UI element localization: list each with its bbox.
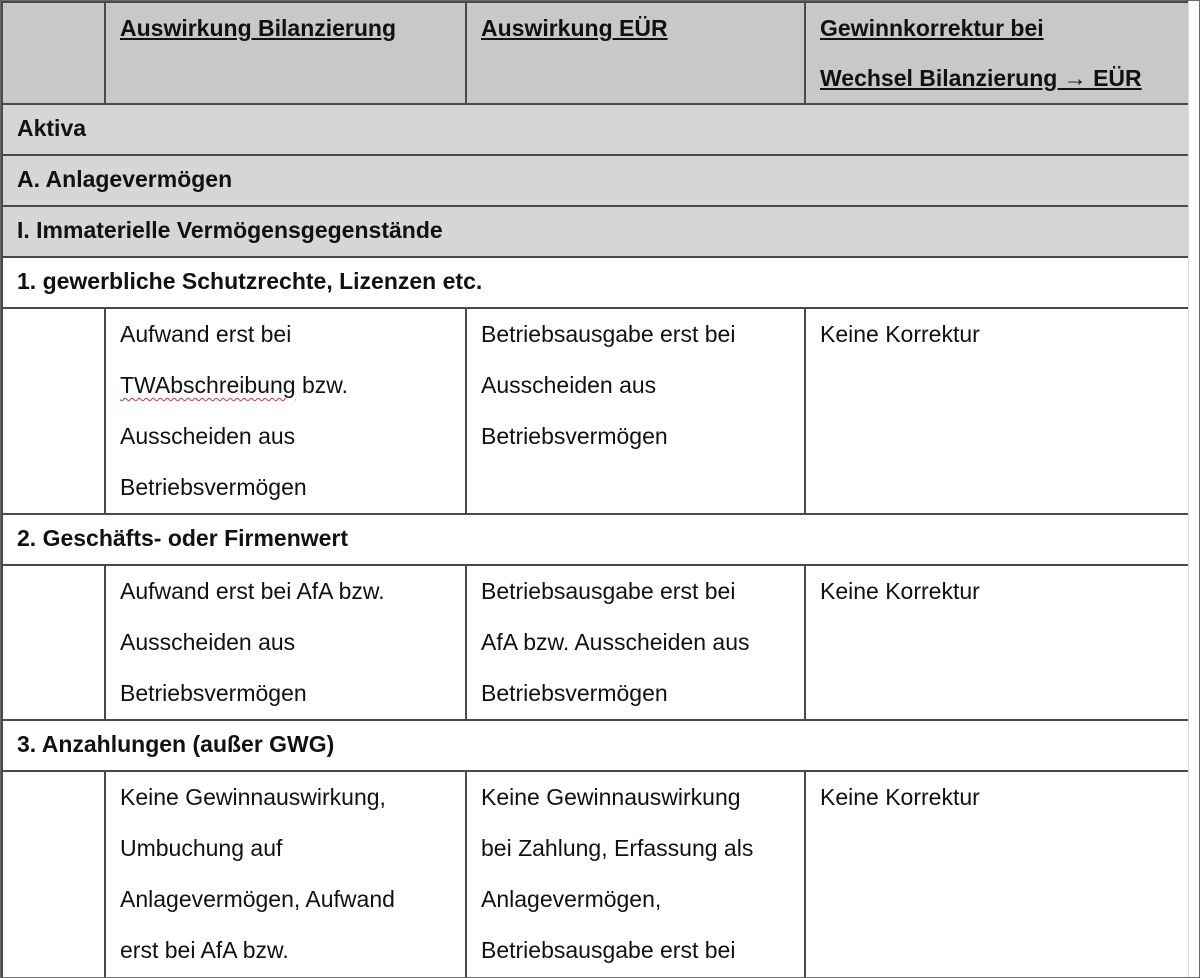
header-gewinnkorrektur-line2: Wechsel Bilanzierung → EÜR [820, 65, 1142, 91]
text-line: bei Zahlung, Erfassung als [481, 835, 754, 861]
section-row-anlagevermoegen [2, 155, 1190, 206]
header-empty-cell [2, 2, 105, 104]
section-aktiva: Aktiva [2, 104, 1190, 155]
header-auswirkung-bilanzierung: Auswirkung Bilanzierung [105, 2, 466, 104]
text-line: Betriebsausgabe erst bei [481, 321, 736, 347]
header-auswirkung-eur: Auswirkung EÜR [466, 2, 805, 104]
text-line [120, 360, 451, 411]
cell-korrektur: Keine Korrektur [805, 308, 1190, 514]
cell-bilanzierung [105, 771, 466, 978]
text-line: Ausscheiden aus [481, 372, 657, 398]
text-line: Ausscheiden aus [120, 629, 296, 655]
cell-eur [466, 771, 805, 978]
text-line: Betriebsvermögen [481, 423, 668, 449]
row-empty-cell [2, 565, 105, 720]
text-line: Aufwand erst bei [120, 321, 292, 347]
section-row-aktiva [2, 104, 1190, 155]
section-row-immaterielle [2, 206, 1190, 257]
item-title-firmenwert: 2. Geschäfts- oder Firmenwert [2, 514, 1190, 565]
text-line: Betriebsvermögen [481, 680, 668, 706]
text-line: Betriebsausgabe erst bei [481, 937, 736, 963]
cell-bilanzierung [105, 308, 466, 514]
header-gewinnkorrektur-line1: Gewinnkorrektur bei [820, 15, 1044, 41]
text-line: Betriebsvermögen [120, 680, 307, 706]
table-row [2, 771, 1190, 978]
text-line: AfA bzw. Ausscheiden aus [481, 629, 750, 655]
header-gewinnkorrektur [805, 2, 1190, 104]
item-title-schutzrechte: 1. gewerbliche Schutzrechte, Lizenzen etc. [2, 257, 1190, 308]
text-line: Betriebsausgabe erst bei [481, 578, 736, 604]
item-title-row [2, 514, 1190, 565]
comparison-table [1, 1, 1191, 978]
text-line: Anlagevermögen, [481, 886, 662, 912]
text-line: Anlagevermögen, Aufwand [120, 886, 395, 912]
row-empty-cell [2, 308, 105, 514]
spellcheck-word: TWAbschreibung [120, 372, 296, 398]
table-row [2, 565, 1190, 720]
cell-bilanzierung [105, 565, 466, 720]
section-immaterielle: I. Immaterielle Vermögensgegenstände [2, 206, 1190, 257]
page-right-margin [1188, 1, 1199, 977]
text-line: erst bei AfA bzw. [120, 937, 289, 963]
table-header-row [2, 2, 1190, 104]
item-title-row [2, 257, 1190, 308]
text-line: Betriebsvermögen [120, 474, 307, 500]
section-anlagevermoegen: A. Anlagevermögen [2, 155, 1190, 206]
text-line: Keine Gewinnauswirkung, [120, 784, 386, 810]
cell-korrektur: Keine Korrektur [805, 565, 1190, 720]
text-line: Aufwand erst bei AfA bzw. [120, 578, 385, 604]
text-line: Keine Gewinnauswirkung [481, 784, 741, 810]
cell-eur [466, 565, 805, 720]
cell-korrektur: Keine Korrektur [805, 771, 1190, 978]
cell-eur [466, 308, 805, 514]
text-fragment: bzw. [295, 372, 348, 398]
table-row [2, 308, 1190, 514]
text-line: Ausscheiden aus [120, 423, 296, 449]
row-empty-cell [2, 771, 105, 978]
item-title-anzahlungen: 3. Anzahlungen (außer GWG) [2, 720, 1190, 771]
text-line: Umbuchung auf [120, 835, 283, 861]
item-title-row [2, 720, 1190, 771]
